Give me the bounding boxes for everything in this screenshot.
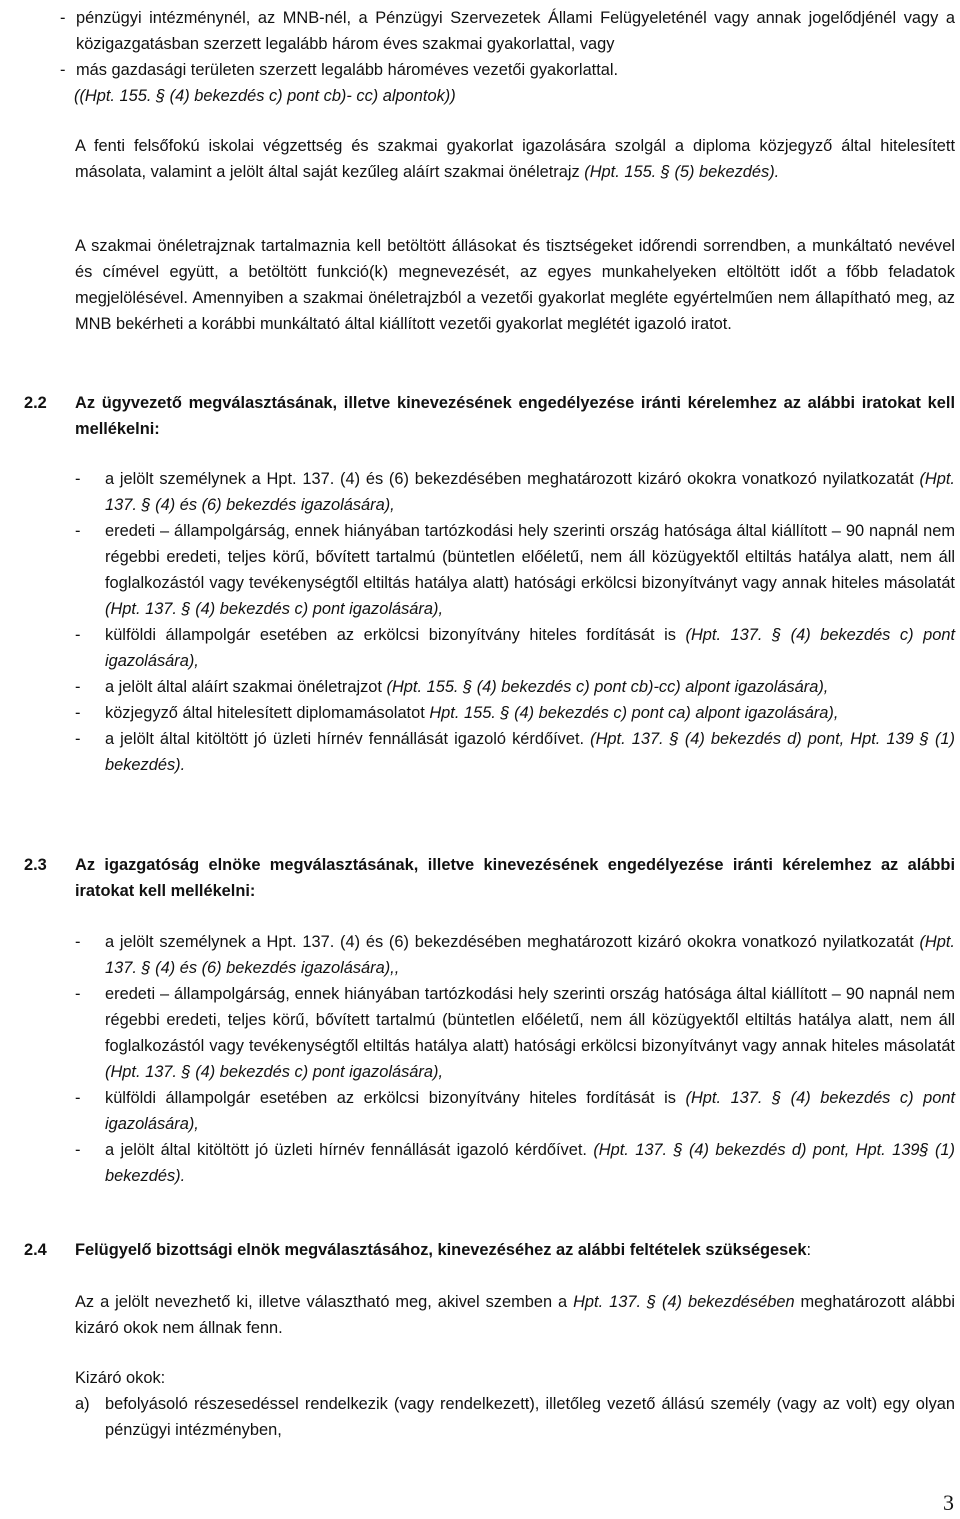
list-item-text: külföldi állampolgár esetében az erkölcsi bizonyítvány hiteles fordítását is [105, 626, 686, 644]
legal-reference: (Hpt. 155. § (5) bekezdés). [584, 163, 780, 181]
list-item-text: a jelölt által aláírt szakmai önéletrajzot [105, 678, 387, 696]
section-number: 2.2 [24, 394, 47, 412]
dash-marker: - [60, 61, 66, 79]
legal-reference: Hpt. 137. § (4) bekezdésében [573, 1293, 795, 1311]
section-heading-colon: : [806, 1241, 812, 1259]
legal-reference: (Hpt. 137. § (4) bekezdés c) pont igazolására), [105, 1089, 955, 1133]
legal-reference: (Hpt. 155. § (4) bekezdés c) pont cb)-cc) alpont igazolására), [386, 678, 829, 696]
section-heading: Az ügyvezető megválasztásának, illetve kinevezésének engedélyezése iránti kérelemhez az alábbi iratokat kell mellékelni: [75, 394, 955, 438]
dash-marker: - [75, 1141, 81, 1159]
dash-marker: - [75, 678, 81, 696]
list-item-text: eredeti – állampolgárság, ennek hiányában tartózkodási hely szerinti ország hatósága által kiállított – 90 napnál nem régebbi eredeti, teljes körű, bővített tartalmú (büntetlen előéletű, nem áll közügyektől eltiltás hatálya alatt, nem áll foglalkozástól vagy tevékenységtől eltiltás hatálya alatt) hatósági erkölcsi bizonyítványt vagy annak hiteles másolatát [105, 522, 955, 592]
section-heading: Az igazgatóság elnöke megválasztásának, illetve kinevezésének engedélyezése iránti kérelemhez az alábbi iratokat kell mellékelni: [75, 856, 955, 900]
list-item-text: a jelölt személynek a Hpt. 137. (4) és (6) bekezdésében meghatározott kizáró okokra vonatkozó nyilatkozatát [105, 470, 920, 488]
list-item-text: a jelölt személynek a Hpt. 137. (4) és (6) bekezdésében meghatározott kizáró okokra vonatkozó nyilatkozatát [105, 933, 920, 951]
legal-reference: (Hpt. 137. § (4) és (6) bekezdés igazolására), [105, 470, 955, 514]
dash-marker: - [75, 1089, 81, 1107]
dash-marker: - [75, 985, 81, 1003]
requirements-list [75, 466, 955, 778]
dash-marker: - [60, 9, 66, 27]
legal-reference: (Hpt. 137. § (4) bekezdés d) pont, Hpt. 139 § (1) bekezdés). [105, 730, 955, 774]
list-item [75, 674, 955, 700]
list-item-text: a jelölt által kitöltött jó üzleti hírnév fennállását igazoló kérdőívet. [105, 730, 591, 748]
list-item [75, 981, 955, 1085]
paragraph-diploma [75, 133, 955, 185]
paragraph-text: meghatározott alábbi kizáró okok nem állnak fenn. [75, 1293, 955, 1337]
list-item-text: pénzügyi intézménynél, az MNB-nél, a Pénzügyi Szervezetek Állami Felügyeleténél vagy annak jogelődjénél vagy a közigazgatásban szerzett legalább három éves szakmai gyakorlattal, vagy [76, 9, 955, 53]
section-number: 2.4 [24, 1241, 47, 1259]
item-label: a) [75, 1395, 90, 1413]
list-item [75, 929, 955, 981]
top-list [60, 5, 955, 109]
paragraph-text: A fenti felsőfokú iskolai végzettség és szakmai gyakorlat igazolására szolgál a diploma közjegyző által hitelesített másolata, valamint a jelölt által saját kezűleg aláírt szakmai önéletrajz [75, 137, 955, 181]
list-item [75, 1085, 955, 1137]
section-heading-text: Felügyelő bizottsági elnök megválasztásához, kinevezéséhez az alábbi feltételek szükségesek [75, 1241, 807, 1259]
list-item [60, 57, 955, 83]
list-item [75, 466, 955, 518]
paragraph-text: Az a jelölt nevezhető ki, illetve választható meg, akivel szemben a [75, 1293, 574, 1311]
dash-marker: - [75, 704, 81, 722]
dash-marker: - [75, 933, 81, 951]
dash-marker: - [75, 522, 81, 540]
paragraph-cv: A szakmai önéletrajznak tartalmaznia kell betöltött állásokat és tisztségeket időrendi sorrendben, a munkáltató nevével és címével együtt, a betöltött funkció(k) megnevezését, az egyes munkahelyeken eltöltött időt a főbb feladatok megjelölésével. Amennyiben a szakmai önéletrajzból a vezetői gyakorlat megléte egyértelműen nem állapítható meg, az MNB bekérheti a korábbi munkáltató által kiállított vezetői gyakorlat meglétét igazoló iratot. [75, 237, 955, 333]
legal-reference: (Hpt. 137. § (4) és (6) bekezdés igazolására),, [105, 933, 955, 977]
requirements-list [75, 929, 955, 1189]
list-item-text: más gazdasági területen szerzett legalább hároméves vezetői gyakorlattal. [76, 61, 619, 79]
exclusion-item-a [75, 1391, 955, 1443]
list-item-text: közjegyző által hitelesített diplomamásolatot [105, 704, 430, 722]
dash-marker: - [75, 730, 81, 748]
list-item-text: külföldi állampolgár esetében az erkölcsi bizonyítvány hiteles fordítását is [105, 1089, 686, 1107]
item-text: befolyásoló részesedéssel rendelkezik (vagy rendelkezett), illetőleg vezető állású személy (vagy az volt) egy olyan pénzügyi intézményben, [105, 1395, 955, 1439]
list-item [75, 1137, 955, 1189]
legal-reference: (Hpt. 137. § (4) bekezdés d) pont, Hpt. 139§ (1) bekezdés). [105, 1141, 955, 1185]
list-item [75, 726, 955, 778]
list-item [75, 622, 955, 674]
dash-marker: - [75, 470, 81, 488]
dash-marker: - [75, 626, 81, 644]
list-item-text: eredeti – állampolgárság, ennek hiányában tartózkodási hely szerinti ország hatósága által kiállított – 90 napnál nem régebbi eredeti, teljes körű, bővített tartalmú (büntetlen előéletű, nem áll közügyektől eltiltás hatálya alatt, nem áll foglalkozástól vagy tevékenységtől eltiltás hatálya alatt) hatósági erkölcsi bizonyítványt vagy annak hiteles másolatát [105, 985, 955, 1055]
section-heading [75, 1237, 955, 1263]
list-item [75, 518, 955, 622]
list-item [75, 700, 955, 726]
legal-reference: (Hpt. 137. § (4) bekezdés c) pont igazolására), [105, 626, 955, 670]
exclusion-label: Kizáró okok: [75, 1369, 166, 1387]
list-item [60, 5, 955, 57]
legal-reference: ((Hpt. 155. § (4) bekezdés c) pont cb)- cc) alpontok)) [74, 87, 456, 105]
section-number: 2.3 [24, 856, 47, 874]
page-number: 3 [943, 1490, 954, 1515]
legal-reference: Hpt. 155. § (4) bekezdés c) pont ca) alpont igazolására), [429, 704, 839, 722]
legal-reference: (Hpt. 137. § (4) bekezdés c) pont igazolására), [105, 1063, 444, 1081]
paragraph-eligibility [75, 1289, 955, 1341]
legal-reference: (Hpt. 137. § (4) bekezdés c) pont igazolására), [105, 600, 444, 618]
list-item-text: a jelölt által kitöltött jó üzleti hírnév fennállását igazoló kérdőívet. [105, 1141, 594, 1159]
